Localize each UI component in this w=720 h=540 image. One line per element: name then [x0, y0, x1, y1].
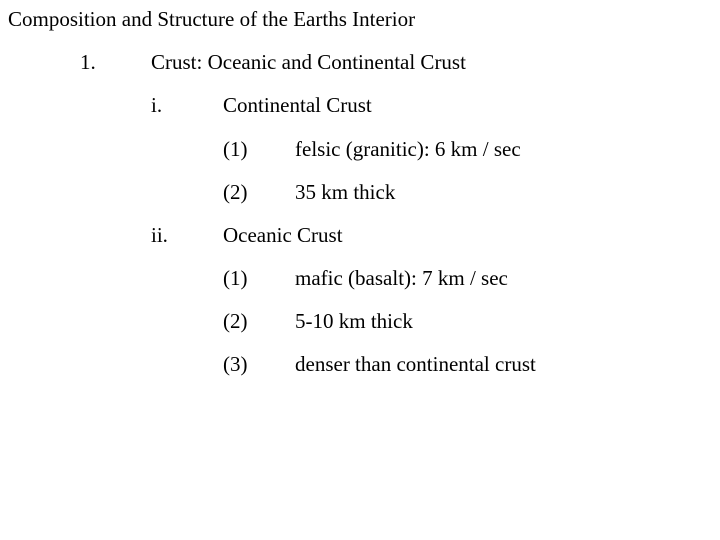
page-title: Composition and Structure of the Earths Interior: [8, 7, 416, 31]
outline-item-crust: Crust: Oceanic and Continental Crust: [151, 50, 466, 74]
list-item-marker: (1): [223, 266, 248, 290]
list-item: mafic (basalt): 7 km / sec: [295, 266, 508, 290]
list-item-marker: (3): [223, 352, 248, 376]
list-item: 5-10 km thick: [295, 309, 413, 333]
list-item-marker: (2): [223, 309, 248, 333]
list-item-marker: (2): [223, 180, 248, 204]
list-item: 35 km thick: [295, 180, 396, 204]
section-heading-continental-crust: Continental Crust: [223, 93, 372, 117]
list-item: felsic (granitic): 6 km / sec: [295, 137, 521, 161]
list-item: denser than continental crust: [295, 352, 536, 376]
section-marker-i: i.: [151, 93, 163, 117]
section-heading-oceanic-crust: Oceanic Crust: [223, 223, 343, 247]
list-item-marker: (1): [223, 137, 248, 161]
section-marker-ii: ii.: [151, 223, 168, 247]
outline-number-1: 1.: [80, 50, 96, 74]
